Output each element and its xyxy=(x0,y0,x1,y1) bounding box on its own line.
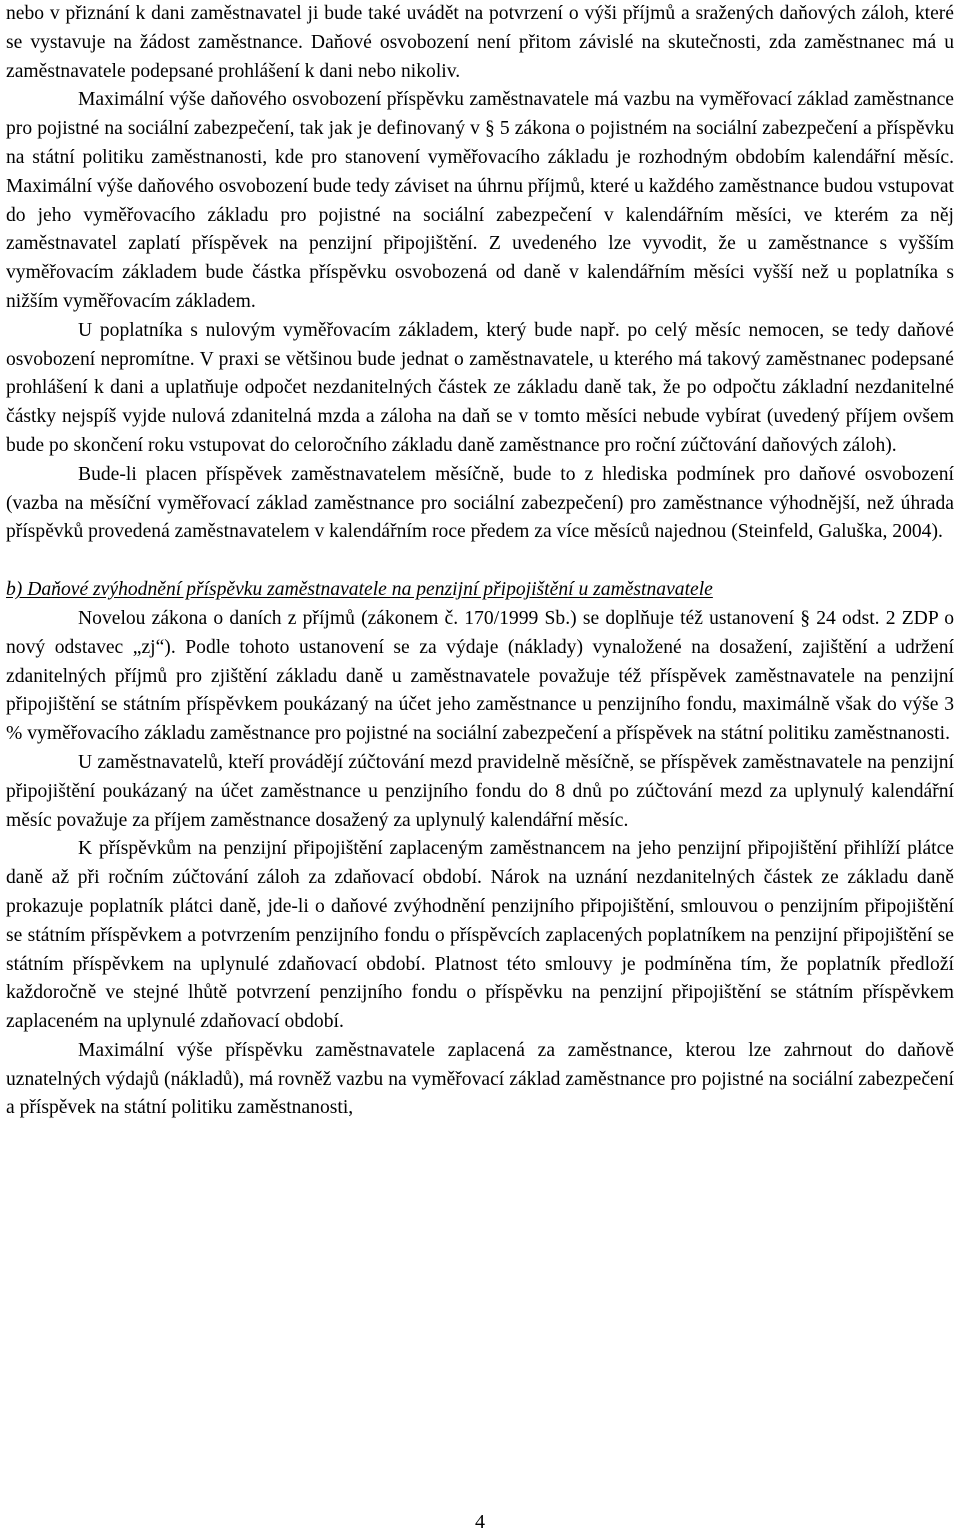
paragraph: U poplatníka s nulovým vyměřovacím základem, který bude např. po celý měsíc nemocen, se tedy daňové osvobození nepromítne. V praxi se většinou bude jednat o zaměstnavatele, u kterého má takový zaměstnanec podepsané prohlášení k dani a uplatňuje odpočet nezdanitelných částek ze základu daně tak, že po odpočtu základní nezdanitelné částky nejspíš vyjde nulová zdanitelná mzda a záloha na daň se v tomto měsíci nebude vybírat (uvedený příjem ovšem bude po skončení roku vstupovat do celoročního základu daně zaměstnance pro roční zúčtování daňových záloh). xyxy=(6,319,954,456)
paragraph: nebo v přiznání k dani zaměstnavatel ji bude také uvádět na potvrzení o výši příjmů a sražených daňových záloh, které se vystavuje na žádost zaměstnance. Daňové osvobození není přitom závislé na skutečnosti, zda zaměstnanec má u zaměstnavatele podepsané prohlášení k dani nebo nikoliv. xyxy=(6,3,954,82)
paragraph: U zaměstnavatelů, kteří provádějí zúčtování mezd pravidelně měsíčně, se příspěvek zaměstnavatele na penzijní připojištění poukázaný na účet zaměstnance u penzijního fondu do 8 dnů po zúčtování mezd za uplynulý kalendářní měsíc považuje za příjem zaměstnance dosažený za uplynulý kalendářní měsíc. xyxy=(6,751,954,831)
page-number: 4 xyxy=(475,1511,485,1533)
body-text-before-heading xyxy=(6,0,954,547)
paragraph: Novelou zákona o daních z příjmů (zákonem č. 170/1999 Sb.) se doplňuje též ustanovení § 24 odst. 2 ZDP o nový odstavec „zj“). Podle tohoto ustanovení se za výdaje (náklady) vynaložené na dosažení, zajištění a udržení zdanitelných příjmů pro zjištění základu daně u zaměstnavatele považuje též příspěvek zaměstnavatele na penzijní připojištění se státním příspěvkem poukázaný na účet jeho zaměstnance u penzijního fondu, maximálně však do výše 3 % vyměřovacího základu zaměstnance pro pojistné na sociální zabezpečení a příspěvek na státní politiku zaměstnanosti. xyxy=(6,607,954,745)
paragraph: Maximální výše daňového osvobození příspěvku zaměstnavatele má vazbu na vyměřovací základ zaměstnance pro pojistné na sociální zabezpečení, tak jak je definovaný v § 5 zákona o pojistném na sociální zabezpečení a příspěvku na státní politiku zaměstnanosti, kde pro stanovení vyměřovacího základu je rozhodným obdobím kalendářní měsíc. Maximální výše daňového osvobození bude tedy záviset na úhrnu příjmů, které u každého zaměstnance budou vstupovat do jeho vyměřovacího základu pro pojistné na sociální zabezpečení v kalendářním měsíci, ve kterém za něj zaměstnavatel zaplatí příspěvek na penzijní připojištění. Z uvedeného lze vyvodit, že u zaměstnance s vyšším vyměřovacím základem bude částka příspěvku osvobozená od daně v kalendářním měsíci vyšší než u poplatníka s nižším vyměřovacím základem. xyxy=(6,89,954,312)
paragraph: K příspěvkům na penzijní připojištění zaplaceným zaměstnancem na jeho penzijní připojištění přihlíží plátce daně až při ročním zúčtování záloh za zdaňovací období. Nárok na uznání nezdanitelných částek ze základu daně prokazuje poplatník plátci daně, jde-li o daňové zvýhodnění penzijního připojištění, smlouvou o penzijním připojištění se státním příspěvkem a potvrzením penzijního fondu o příspěvcích zaplacených poplatníkem na penzijní připojištění se státním příspěvkem na uplynulé zdaňovací období. Platnost této smlouvy je podmíněna tím, že poplatník předloží každoročně ve stejné lhůtě potvrzení penzijního fondu o příspěvku na penzijní připojištění se státním příspěvkem zaplaceném na uplynulé zdaňovací období. xyxy=(6,838,954,1033)
section-heading: b) Daňové zvýhodnění příspěvku zaměstnavatele na penzijní připojištění u zaměstnavatele xyxy=(6,579,713,601)
paragraph: Bude-li placen příspěvek zaměstnavatelem měsíčně, bude to z hlediska podmínek pro daňové osvobození (vazba na měsíční vyměřovací základ zaměstnance pro sociální zabezpečení) pro zaměstnance výhodnější, než úhrada příspěvků provedená zaměstnavatelem v kalendářním roce předem za více měsíců najednou (Steinfeld, Galuška, 2004). xyxy=(6,463,954,543)
body-text-after-heading xyxy=(6,605,954,1123)
paragraph: Maximální výše příspěvku zaměstnavatele zaplacená za zaměstnance, kterou lze zahrnout do daňově uznatelných výdajů (nákladů), má rovněž vazbu na vyměřovací základ zaměstnance pro pojistné na sociální zabezpečení a příspěvek na státní politiku zaměstnanosti, xyxy=(6,1039,954,1119)
document-page xyxy=(6,0,954,1123)
